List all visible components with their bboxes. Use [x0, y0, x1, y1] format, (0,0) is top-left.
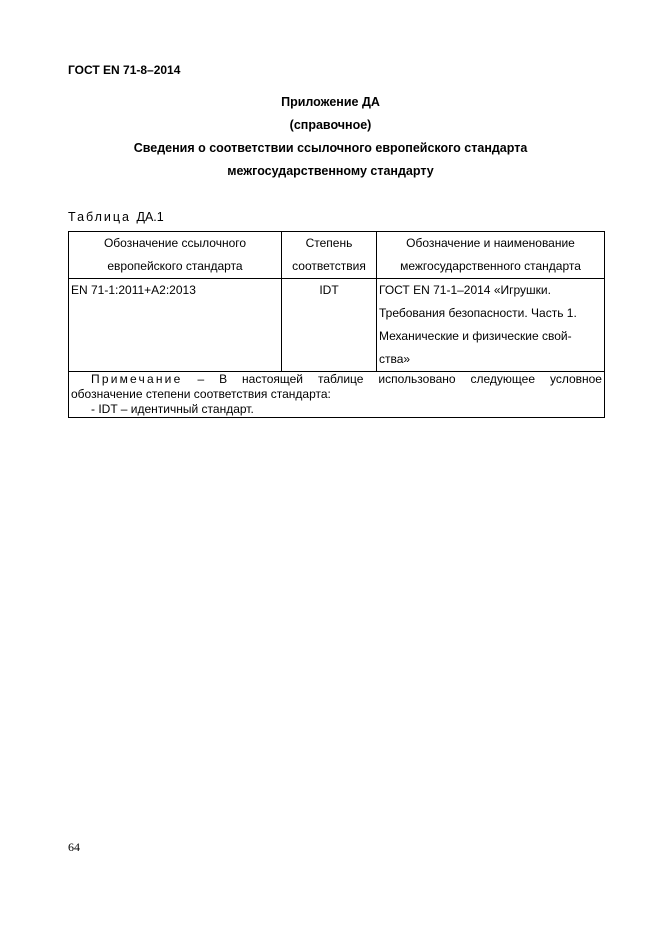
header-degree-line-2: соответствия [292, 259, 366, 273]
appendix-title: Приложение ДА [281, 95, 380, 109]
note-label: Примечание [91, 372, 183, 386]
note-line-1 [71, 372, 602, 387]
cell-interstate-standard [377, 279, 605, 372]
header-cell-interstate [377, 232, 605, 279]
header-ref-line-2: европейского стандарта [107, 259, 243, 273]
table-row [69, 279, 605, 372]
interstate-line-1: ГОСТ EN 71-1–2014 «Игрушки. [379, 283, 551, 297]
appendix-subtitle: (справочное) [289, 118, 372, 132]
note-item: - IDT – идентичный стандарт. [91, 402, 254, 416]
table-caption-number: ДА.1 [136, 210, 164, 224]
cell-ref-standard: EN 71-1:2011+A2:2013 [69, 279, 282, 372]
interstate-line-2: Требования безопасности. Часть 1. [379, 306, 577, 320]
table-caption-word: Таблица [68, 210, 132, 224]
interstate-line-3: Механические и физические свой- [379, 329, 572, 343]
header-ref-line-1: Обозначение ссылочного [103, 236, 247, 250]
header-interstate-line-2: межгосударственного стандарта [400, 259, 581, 273]
table-caption [68, 210, 164, 224]
page-number: 64 [68, 840, 80, 854]
interstate-line-4: ства» [379, 352, 411, 366]
table-note [69, 372, 605, 418]
appendix-heading-line-1: Сведения о соответствии ссылочного европейского стандарта [133, 141, 528, 155]
note-dash: – [197, 372, 205, 386]
table-header-row [69, 232, 605, 279]
cell-degree: IDT [282, 279, 377, 372]
header-cell-degree [282, 232, 377, 279]
document-code: ГОСТ EN 71-8–2014 [68, 63, 181, 77]
note-line-2: обозначение степени соответствия стандарта: [71, 387, 331, 401]
appendix-heading-line-2: межгосударственному стандарту [227, 164, 434, 178]
table-note-row [69, 372, 605, 418]
note-line-1-text: В настоящей таблице использовано следующее условное [219, 372, 602, 386]
correspondence-table [68, 231, 605, 418]
header-cell-ref-standard [69, 232, 282, 279]
header-interstate-line-1: Обозначение и наименование [406, 236, 575, 250]
header-degree-line-1: Степень [305, 236, 353, 250]
